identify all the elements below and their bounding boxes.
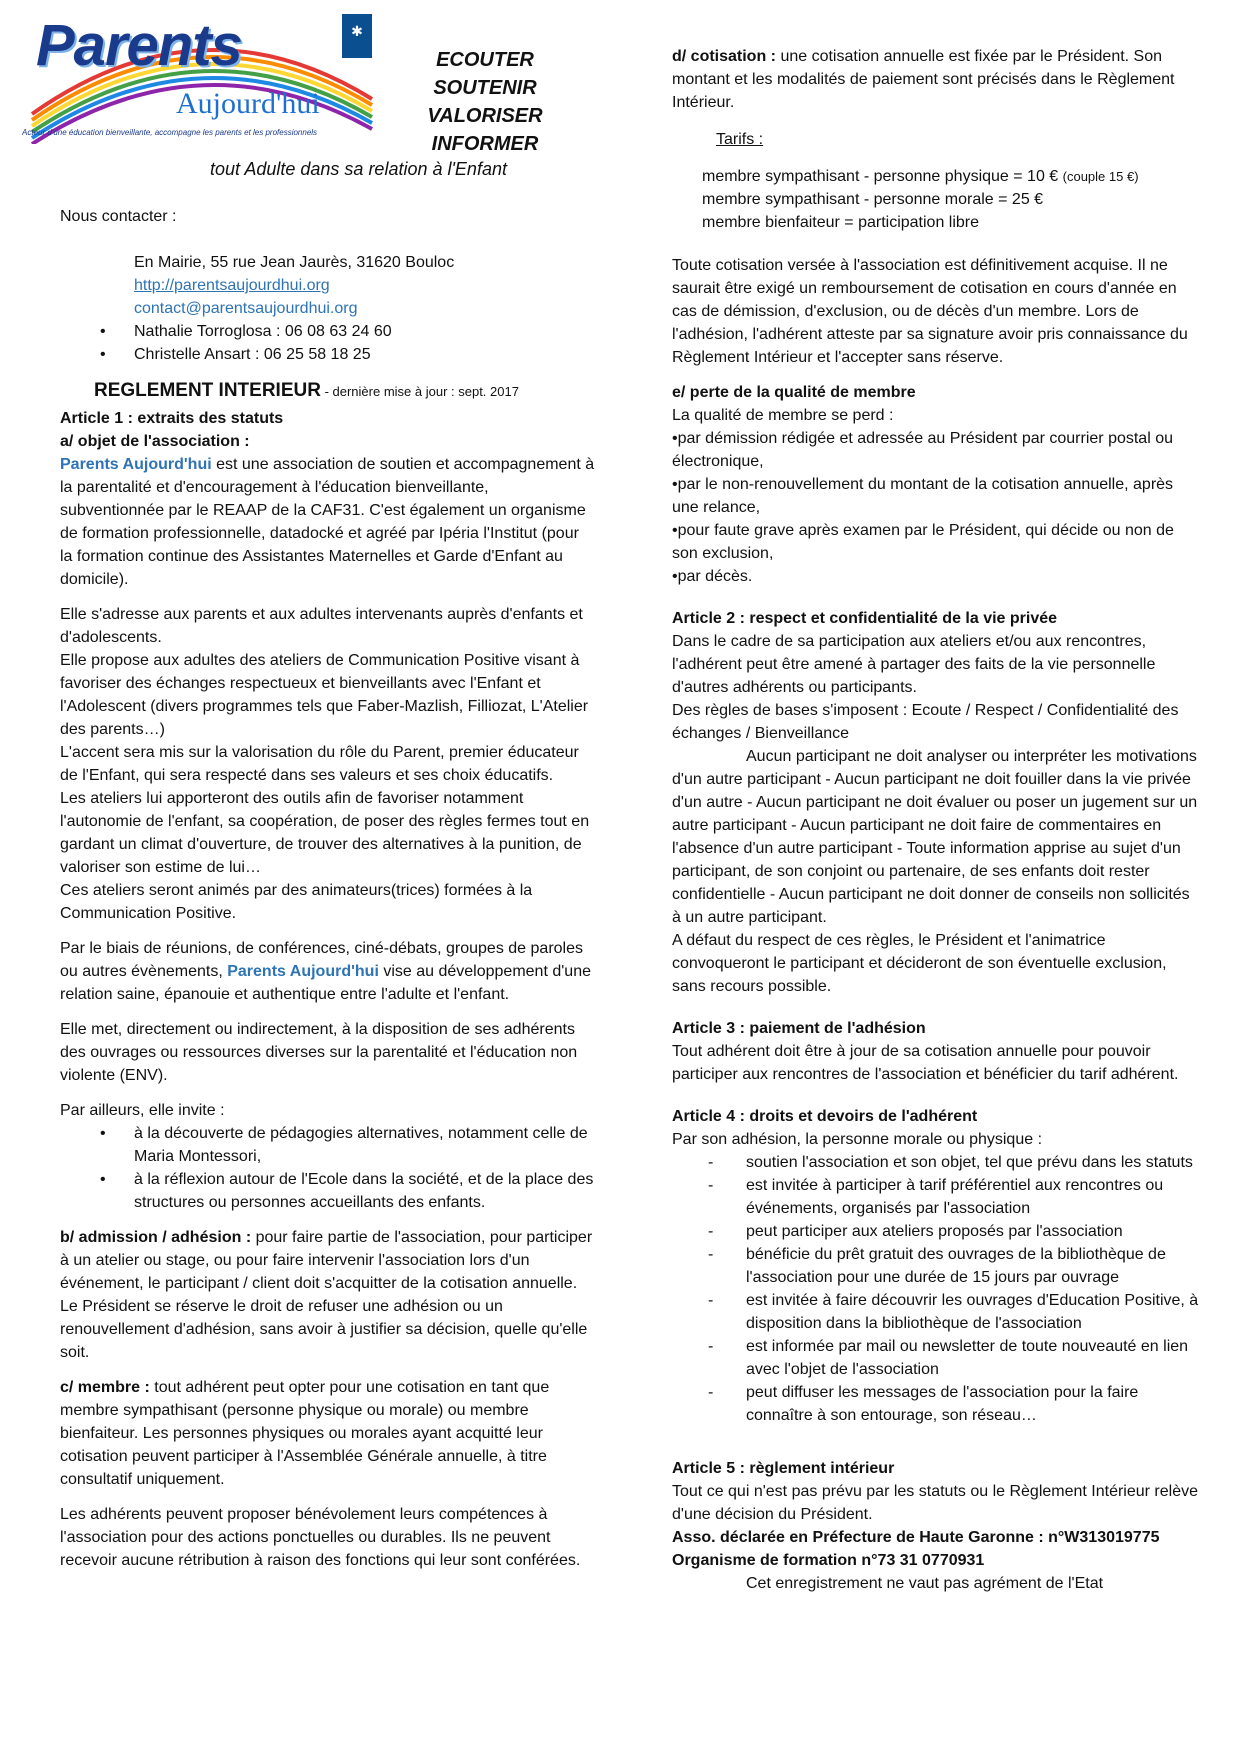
section-c-text: tout adhérent peut opter pour une cotisation en tant que membre sympathisant (personne physique ou morale) ou membre bienfaiteur. Les personnes physiques ou morales ayant acquitté leur cotisation peuvent participer à l'Assemblée Générale annuelle, à titre consultatif uniquement. xyxy=(60,1379,550,1488)
section-a-p6: Ces ateliers seront animés par des animateurs(trices) formées à la Communication Positive. xyxy=(60,882,533,922)
loss-item-text: par démission rédigée et adressée au Président par courrier postal ou électronique, xyxy=(672,430,1173,470)
section-b-text: pour faire partie de l'association, pour participer à un atelier ou stage, ou pour faire intervenir l'association lors d'un événement, le participant / client doit s'acquitter de la cotisation annuelle. Le Président se réserve le droit de refuser une adhésion ou un renouvellement d'adhésion, sans avoir à justifier sa décision, quelle qu'elle soit. xyxy=(60,1229,593,1361)
section-a-p9: Par ailleurs, elle invite : xyxy=(60,1102,225,1119)
training-org-number: Organisme de formation n°73 31 0770931 xyxy=(672,1552,985,1569)
section-b xyxy=(60,1226,595,1364)
section-e-intro: La qualité de membre se perd : xyxy=(672,407,894,424)
tarif-1: membre sympathisant - personne physique = 10 € xyxy=(702,168,1063,185)
right-item: - peut diffuser les messages de l'association pour la faire connaître à son entourage, son réseau… xyxy=(708,1381,1202,1427)
email-link[interactable]: contact@parentsaujourdhui.org xyxy=(134,300,358,317)
section-a-p1-text: est une association de soutien et accompagnement à la parentalité et d'encouragement à l'éducation bienveillante, subventionnée par le REAAP de la CAF31. C'est également un organisme de formation professionnelle, datadocké et agréé par Ipéria l'Institut (pour la formation continue des Assistantes Maternelles et Garde d'Enfant au domicile). xyxy=(60,456,595,588)
motto-line: SOUTENIR xyxy=(433,77,537,99)
tarif-1-note: (couple 15 €) xyxy=(1062,169,1139,184)
brand-name: Parents Aujourd'hui xyxy=(227,963,379,980)
section-a-p3: Elle propose aux adultes des ateliers de Communication Positive visant à favoriser des échanges respectueux et bienveillants avec l'Enfant et l'Adolescent (divers programmes tels que Faber-Mazlish, Filliozat, L'Atelier des parents…) xyxy=(60,652,589,738)
article-4-intro: Par son adhésion, la personne morale ou physique : xyxy=(672,1131,1043,1148)
section-d-title: d/ cotisation : xyxy=(672,48,776,65)
article-4-list xyxy=(672,1151,1202,1427)
section-d-p2: Toute cotisation versée à l'association est définitivement acquise. Il ne saurait être exigé un remboursement de cotisation en cours d'année en cas de démission, d'exclusion, ou de décès d'un membre. Lors de l'adhésion, l'adhérent atteste par sa signature avoir pris connaissance du Règlement Intérieur et l'accepter sans réserve. xyxy=(672,257,1188,366)
invite-bullet: • à la réflexion autour de l'Ecole dans la société, et de la place des structures ou personnes accueillants des enfants. xyxy=(100,1168,595,1214)
right-item: - est invitée à faire découvrir les ouvrages d'Education Positive, à disposition dans la bibliothèque de l'association xyxy=(708,1289,1202,1335)
section-a-p2: Elle s'adresse aux parents et aux adultes intervenants auprès d'enfants et d'adolescents. xyxy=(60,606,583,646)
section-a-p7-pre: Par le biais de réunions, de conférences, ciné-débats, groupes de paroles ou autres évènements, xyxy=(60,940,583,980)
asso-declaration: Asso. déclarée en Préfecture de Haute Garonne : n°W313019775 xyxy=(672,1529,1160,1546)
section-a-p1 xyxy=(60,453,595,591)
svg-text:✱: ✱ xyxy=(351,24,363,40)
website-link[interactable]: http://parentsaujourdhui.org xyxy=(134,277,330,294)
article-2-p3: Aucun participant ne doit analyser ou interpréter les motivations d'un autre participant - Aucun participant ne doit fouiller dans la vie privée d'un autre - Aucun participant ne doit évaluer ou poser un jugement sur un autre participant - Aucun participant ne doit faire de commentaires en l'absence d'un autre participant - Toute information apprise au sujet d'un participant, de son conjoint ou partenaire, de ses enfants doit rester confidentielle - Aucun participant ne doit donner de conseils non sollicités à un autre participant. xyxy=(672,748,1198,926)
article-2-p4: A défaut du respect de ces règles, le Président et l'animatrice convoqueront le participant et décideront de son éventuelle exclusion, sans recours possible. xyxy=(672,932,1167,995)
contact-block xyxy=(60,251,595,320)
right-item: - soutien l'association et son objet, tel que prévu dans les statuts xyxy=(708,1151,1202,1174)
registration-note: Cet enregistrement ne vaut pas agrément de l'Etat xyxy=(746,1575,1104,1592)
section-a-p5: Les ateliers lui apporteront des outils afin de favoriser notamment l'autonomie de l'enfant, sa coopération, de poser des règles fermes tout en gardant un climat d'ouverture, de trouver des alternatives à la punition, de valoriser son estime de lui… xyxy=(60,790,590,876)
reglement-title: REGLEMENT INTERIEUR xyxy=(94,380,321,401)
section-e-title: e/ perte de la qualité de membre xyxy=(672,384,916,401)
brand-name: Parents Aujourd'hui xyxy=(60,456,212,473)
contact-address: En Mairie, 55 rue Jean Jaurès, 31620 Bouloc xyxy=(134,254,455,271)
section-d xyxy=(672,45,1202,114)
loss-item: •pour faute grave après examen par le Président, qui décide ou non de son exclusion, xyxy=(672,522,1174,562)
motto xyxy=(420,46,550,158)
logo-main-text: Parents xyxy=(36,13,242,78)
section-c-p2: Les adhérents peuvent proposer bénévolement leurs compétences à l'association pour des actions ponctuelles ou durables. Ils ne peuvent recevoir aucune rétribution à raison des fonctions qui leur sont conférées. xyxy=(60,1506,581,1569)
section-a-p8: Elle met, directement ou indirectement, à la disposition de ses adhérents des ouvrages ou ressources diverses sur la parentalité et l'éducation non violente (ENV). xyxy=(60,1021,578,1084)
article-5-title: Article 5 : règlement intérieur xyxy=(672,1460,895,1477)
tagline: tout Adulte dans sa relation à l'Enfant xyxy=(210,159,507,179)
logo xyxy=(22,14,382,144)
invite-bullet: • à la découverte de pédagogies alternatives, notamment celle de Maria Montessori, xyxy=(100,1122,595,1168)
loss-item-text: pour faute grave après examen par le Président, qui décide ou non de son exclusion, xyxy=(672,522,1174,562)
left-column xyxy=(60,205,595,1572)
section-c xyxy=(60,1376,595,1491)
reglement-heading xyxy=(60,379,595,403)
section-a-p7 xyxy=(60,937,595,1006)
loss-item: •par démission rédigée et adressée au Président par courrier postal ou électronique, xyxy=(672,430,1173,470)
section-d-text: une cotisation annuelle est fixée par le Président. Son montant et les modalités de paiement sont précisés dans le Règlement Intérieur. xyxy=(672,48,1175,111)
section-b-title: b/ admission / adhésion : xyxy=(60,1229,252,1246)
article-4-title: Article 4 : droits et devoirs de l'adhérent xyxy=(672,1108,978,1125)
logo-sub-text: Aujourd'hui xyxy=(176,87,320,120)
right-column xyxy=(672,45,1202,1595)
right-item: - est informée par mail ou newsletter de toute nouveauté en lien avec l'objet de l'association xyxy=(708,1335,1202,1381)
reglement-update: - dernière mise à jour : sept. 2017 xyxy=(320,384,519,399)
logo-caption: Acteur d'une éducation bienveillante, accompagne les parents et les professionnels xyxy=(22,128,318,137)
contact-label: Nous contacter : xyxy=(60,208,177,225)
article-3-p: Tout adhérent doit être à jour de sa cotisation annuelle pour pouvoir participer aux rencontres de l'association et bénéficier du tarif adhérent. xyxy=(672,1043,1179,1083)
loss-item-text: par le non-renouvellement du montant de la cotisation annuelle, après une relance, xyxy=(672,476,1174,516)
article-3-title: Article 3 : paiement de l'adhésion xyxy=(672,1020,926,1037)
tarifs-list xyxy=(672,165,1202,234)
loss-item: •par décès. xyxy=(672,568,753,585)
tarifs-label: Tarifs : xyxy=(716,131,764,148)
tarif-item xyxy=(702,165,1202,188)
contact-person: • Christelle Ansart : 06 25 58 18 25 xyxy=(100,343,595,366)
tarif-item: membre bienfaiteur = participation libre xyxy=(702,214,980,231)
article-2-title: Article 2 : respect et confidentialité de la vie privée xyxy=(672,610,1058,627)
motto-line: ECOUTER xyxy=(436,49,534,71)
right-item: - bénéficie du prêt gratuit des ouvrages de la bibliothèque de l'association pour une durée de 15 jours par ouvrage xyxy=(708,1243,1202,1289)
article-2-p1: Dans le cadre de sa participation aux ateliers et/ou aux rencontres, l'adhérent peut être amené à partager des faits de la vie personnelle d'autres adhérents ou participants. xyxy=(672,633,1156,696)
section-a-p7-post: vise au développement d'une relation saine, épanouie et authentique entre l'adulte et l'enfant. xyxy=(60,963,591,1003)
section-a-p4: L'accent sera mis sur la valorisation du rôle du Parent, premier éducateur de l'Enfant, qui sera respecté dans ses valeurs et ses choix éducatifs. xyxy=(60,744,579,784)
motto-line: INFORMER xyxy=(431,133,539,155)
tarif-item: membre sympathisant - personne morale = 25 € xyxy=(702,191,1044,208)
right-item: - est invitée à participer à tarif préférentiel aux rencontres ou événements, organisés par l'association xyxy=(708,1174,1202,1220)
article-5-p: Tout ce qui n'est pas prévu par les statuts ou le Règlement Intérieur relève d'une décision du Président. xyxy=(672,1483,1199,1523)
article-2-p2: Des règles de bases s'imposent : Ecoute / Respect / Confidentialité des échanges / Bienveillance xyxy=(672,702,1179,742)
loss-item: •par le non-renouvellement du montant de la cotisation annuelle, après une relance, xyxy=(672,476,1174,516)
motto-line: VALORISER xyxy=(427,105,543,127)
section-a-title: a/ objet de l'association : xyxy=(60,433,250,450)
right-item: - peut participer aux ateliers proposés par l'association xyxy=(708,1220,1202,1243)
loss-item-text: par décès. xyxy=(677,568,753,585)
article-1-title: Article 1 : extraits des statuts xyxy=(60,410,284,427)
contact-person: • Nathalie Torroglosa : 06 08 63 24 60 xyxy=(100,320,595,343)
section-c-title: c/ membre : xyxy=(60,1379,150,1396)
